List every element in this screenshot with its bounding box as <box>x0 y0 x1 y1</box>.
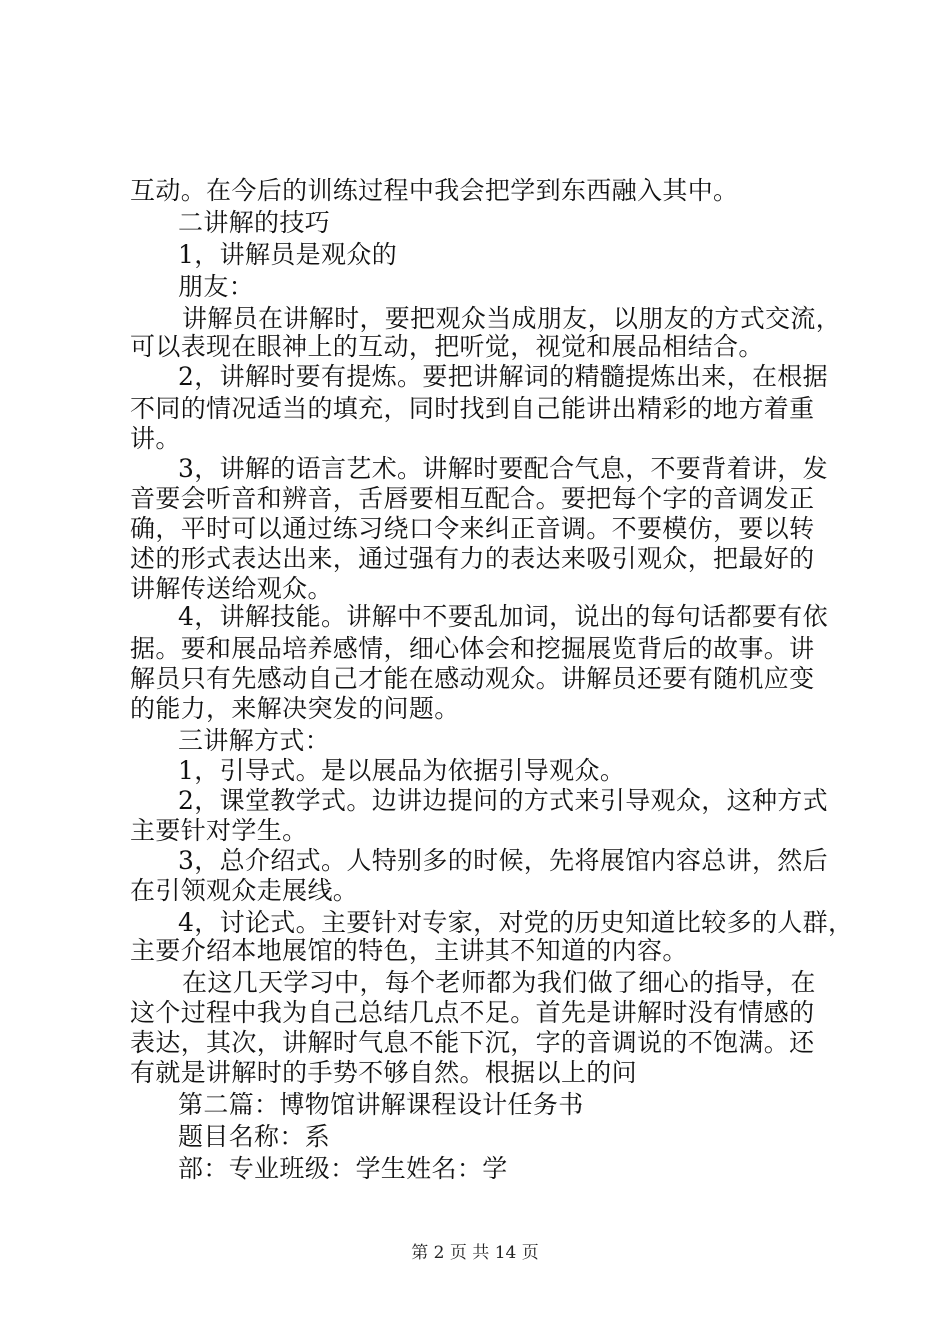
body-line: 音要会听音和辨音，舌唇要相互配合。要把每个字的音调发正 <box>130 484 815 513</box>
body-line: 讲。 <box>130 424 181 453</box>
body-line: 有就是讲解时的手势不够自然。根据以上的问 <box>130 1058 638 1087</box>
body-line: 表达，其次，讲解时气息不能下沉，字的音调说的不饱满。还 <box>130 1028 815 1057</box>
chapter-heading: 第二篇：博物馆讲解课程设计任务书 <box>178 1090 584 1119</box>
body-line: 据。要和展品培养感情，细心体会和挖掘展览背后的故事。讲 <box>130 634 815 663</box>
body-line: 3，讲解的语言艺术。讲解时要配合气息，不要背着讲，发 <box>178 454 829 483</box>
body-line: 互动。在今后的训练过程中我会把学到东西融入其中。 <box>130 176 739 205</box>
body-line: 解员只有先感动自己才能在感动观众。讲解员还要有随机应变 <box>130 664 815 693</box>
body-line: 讲解员在讲解时，要把观众当成朋友，以朋友的方式交流， <box>182 304 842 333</box>
body-line: 这个过程中我为自己总结几点不足。首先是讲解时没有情感的 <box>130 998 815 1027</box>
body-line: 题目名称：系 <box>178 1122 331 1151</box>
body-line: 主要针对学生。 <box>130 816 308 845</box>
body-line: 4，讨论式。主要针对专家，对党的历史知道比较多的人群， <box>178 908 854 937</box>
body-line: 可以表现在眼神上的互动，把听觉，视觉和展品相结合。 <box>130 332 764 361</box>
body-line: 3，总介绍式。人特别多的时候，先将展馆内容总讲，然后 <box>178 846 829 875</box>
body-line: 1，引导式。是以展品为依据引导观众。 <box>178 756 626 785</box>
body-line: 2，课堂教学式。边讲边提问的方式来引导观众，这种方式 <box>178 786 829 815</box>
body-line: 述的形式表达出来，通过强有力的表达来吸引观众，把最好的 <box>130 544 815 573</box>
section-heading: 二讲解的技巧 <box>178 208 331 237</box>
page-footer <box>0 1242 950 1264</box>
body-line: 在引领观众走展线。 <box>130 876 359 905</box>
body-line: 朋友： <box>178 272 255 301</box>
body-line: 主要介绍本地展馆的特色，主讲其不知道的内容。 <box>130 936 688 965</box>
page-number-label: 第 2 页 共 14 页 <box>411 1243 539 1263</box>
body-line: 2，讲解时要有提炼。要把讲解词的精髓提炼出来，在根据 <box>178 362 829 391</box>
body-line: 的能力，来解决突发的问题。 <box>130 694 460 723</box>
body-line: 确，平时可以通过练习绕口令来纠正音调。不要模仿，要以转 <box>130 514 815 543</box>
body-line: 不同的情况适当的填充，同时找到自己能讲出精彩的地方着重 <box>130 394 815 423</box>
body-line: 在这几天学习中，每个老师都为我们做了细心的指导，在 <box>182 968 816 997</box>
section-heading: 三讲解方式： <box>178 726 331 755</box>
body-line: 1，讲解员是观众的 <box>178 240 398 269</box>
body-line: 部：专业班级：学生姓名：学 <box>178 1154 508 1183</box>
body-line: 讲解传送给观众。 <box>130 574 333 603</box>
body-line: 4，讲解技能。讲解中不要乱加词，说出的每句话都要有依 <box>178 602 829 631</box>
